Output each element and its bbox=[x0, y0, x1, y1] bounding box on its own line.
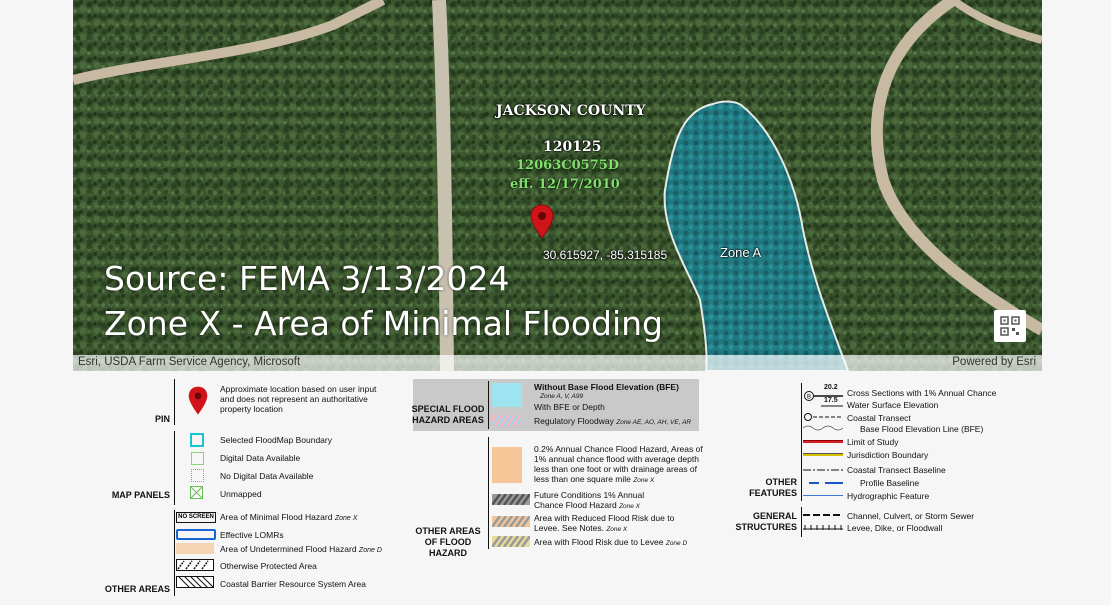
legend-other-areas-item-4: Otherwise Protected Area bbox=[220, 561, 317, 571]
hydrographic-line bbox=[803, 495, 843, 496]
legend-divider bbox=[488, 381, 489, 429]
other-flood-reduced-text: Area with Reduced Flood Risk due to Levee. See Notes. Zone X bbox=[534, 513, 675, 533]
digital-data-swatch bbox=[191, 452, 204, 465]
channel-line bbox=[803, 513, 843, 517]
legend-header-map-panels: MAP PANELS bbox=[111, 490, 170, 500]
map-pin-icon[interactable] bbox=[529, 204, 555, 240]
legend-divider bbox=[801, 383, 802, 501]
floodway-swatch bbox=[492, 415, 522, 426]
reduced-risk-swatch bbox=[492, 516, 530, 527]
lomr-swatch bbox=[176, 529, 216, 540]
attribution-sources: Esri, USDA Farm Service Agency, Microsoft bbox=[78, 356, 301, 368]
coordinates-label: 30.615927, -85.315185 bbox=[543, 248, 668, 262]
legend-header-pin: PIN bbox=[154, 414, 170, 424]
legend-divider bbox=[174, 431, 175, 505]
sfha-without-bfe-zone: Zone A, V, A99 bbox=[540, 393, 584, 400]
legend-other-features-item-3: Coastal Transect bbox=[847, 413, 911, 423]
limit-of-study-line bbox=[803, 440, 843, 443]
legend-map-panels-item-1: Selected FloodMap Boundary bbox=[220, 435, 332, 445]
legend-divider bbox=[801, 507, 802, 537]
county-label: JACKSON COUNTY bbox=[496, 103, 646, 119]
legend-divider bbox=[488, 437, 489, 549]
legend-other-features-item-6: Jurisdiction Boundary bbox=[847, 450, 929, 460]
other-flood-levee-risk-text: Area with Flood Risk due to Levee Zone D bbox=[534, 537, 688, 547]
legend-header-other-flood: OTHER AREAS OF FLOOD HAZARD bbox=[415, 526, 481, 558]
wse-value: 17.5 bbox=[824, 397, 838, 404]
legend-other-areas-item-2: Effective LOMRs bbox=[220, 530, 284, 540]
legend-map-panels-item-4: Unmapped bbox=[220, 489, 262, 499]
legend-header-other-areas: OTHER AREAS bbox=[104, 584, 170, 594]
legend-map-panels-item-2: Digital Data Available bbox=[220, 453, 301, 463]
legend-pin-text: Approximate location based on user input and does not represent an authoritative property location bbox=[220, 384, 377, 414]
legend-header-sfha: SPECIAL FLOOD HAZARD AREAS bbox=[411, 404, 485, 425]
sfha-with-bfe-text: With BFE or Depth bbox=[534, 402, 605, 412]
levee-line bbox=[803, 524, 843, 531]
coastal-baseline-line bbox=[803, 468, 843, 472]
legend-other-areas-item-1: Area of Minimal Flood Hazard Zone X bbox=[220, 512, 358, 522]
effective-date-label: eff. 12/17/2010 bbox=[510, 177, 620, 192]
attribution-bar bbox=[73, 355, 1042, 371]
legend-general-structures-item-2: Levee, Dike, or Floodwall bbox=[847, 523, 943, 533]
legend-other-features-item-8: Profile Baseline bbox=[860, 478, 920, 488]
legend-pin-icon bbox=[187, 385, 209, 417]
profile-baseline-line bbox=[803, 481, 843, 485]
legend-general-structures-item-1: Channel, Culvert, or Storm Sewer bbox=[847, 511, 975, 521]
svg-text:B: B bbox=[807, 394, 812, 401]
legend-header-general-structures: GENERAL STRUCTURES bbox=[735, 511, 797, 532]
qr-code-icon[interactable] bbox=[994, 310, 1026, 342]
unmapped-swatch bbox=[190, 486, 203, 499]
legend-other-features-item-7: Coastal Transect Baseline bbox=[847, 465, 946, 475]
without-bfe-swatch bbox=[492, 383, 522, 407]
source-text: Source: FEMA 3/13/2024 bbox=[104, 259, 510, 298]
sfha-without-bfe-text: Without Base Flood Elevation (BFE) bbox=[534, 382, 679, 392]
cross-section-value: 20.2 bbox=[824, 384, 838, 391]
legend-header-other-features: OTHER FEATURES bbox=[749, 477, 797, 498]
undetermined-swatch bbox=[176, 543, 214, 554]
no-screen-swatch: NO SCREEN bbox=[176, 512, 216, 523]
no-digital-data-swatch bbox=[191, 469, 204, 482]
community-id-label: 120125 bbox=[543, 139, 602, 155]
future-conditions-swatch bbox=[492, 494, 530, 505]
flood-legend bbox=[0, 371, 1111, 605]
other-flood-chance-02-text: 0.2% Annual Chance Flood Hazard, Areas of 1% annual chance flood with average depth less than one foot or with drainage areas of less than one square mile Zone X bbox=[534, 444, 703, 484]
levee-risk-swatch bbox=[492, 536, 530, 547]
powered-by-esri-link[interactable]: Powered by Esri bbox=[952, 356, 1036, 368]
legend-map-panels-item-3: No Digital Data Available bbox=[220, 471, 314, 481]
chance-02-swatch bbox=[492, 447, 522, 483]
protected-area-swatch bbox=[176, 559, 214, 571]
legend-other-areas-item-3: Area of Undetermined Flood Hazard Zone D bbox=[220, 544, 382, 554]
legend-other-features-item-2: Water Surface Elevation bbox=[847, 400, 939, 410]
jurisdiction-boundary-line bbox=[803, 453, 843, 456]
legend-divider bbox=[174, 379, 175, 425]
coastal-transect-symbol bbox=[803, 412, 843, 434]
legend-other-areas-item-5: Coastal Barrier Resource System Area bbox=[220, 579, 366, 589]
legend-other-features-item-5: Limit of Study bbox=[847, 437, 899, 447]
legend-divider bbox=[174, 510, 175, 596]
legend-other-features-item-1: Cross Sections with 1% Annual Chance bbox=[847, 388, 997, 398]
zone-designation-text: Zone X - Area of Minimal Flooding bbox=[104, 304, 663, 343]
sfha-floodway-text: Regulatory Floodway Zone AE, AO, AH, VE, AR bbox=[534, 416, 692, 426]
map-view[interactable] bbox=[73, 0, 1042, 371]
cbrs-swatch bbox=[176, 576, 214, 588]
legend-other-features-item-9: Hydrographic Feature bbox=[847, 491, 930, 501]
panel-number-label: 12063C0575D bbox=[516, 158, 620, 173]
legend-other-features-item-4: Base Flood Elevation Line (BFE) bbox=[860, 424, 984, 434]
other-flood-future-text: Future Conditions 1% Annual Chance Flood Hazard Zone X bbox=[534, 490, 645, 510]
selected-boundary-swatch bbox=[190, 433, 204, 447]
zone-a-label: Zone A bbox=[720, 245, 762, 260]
